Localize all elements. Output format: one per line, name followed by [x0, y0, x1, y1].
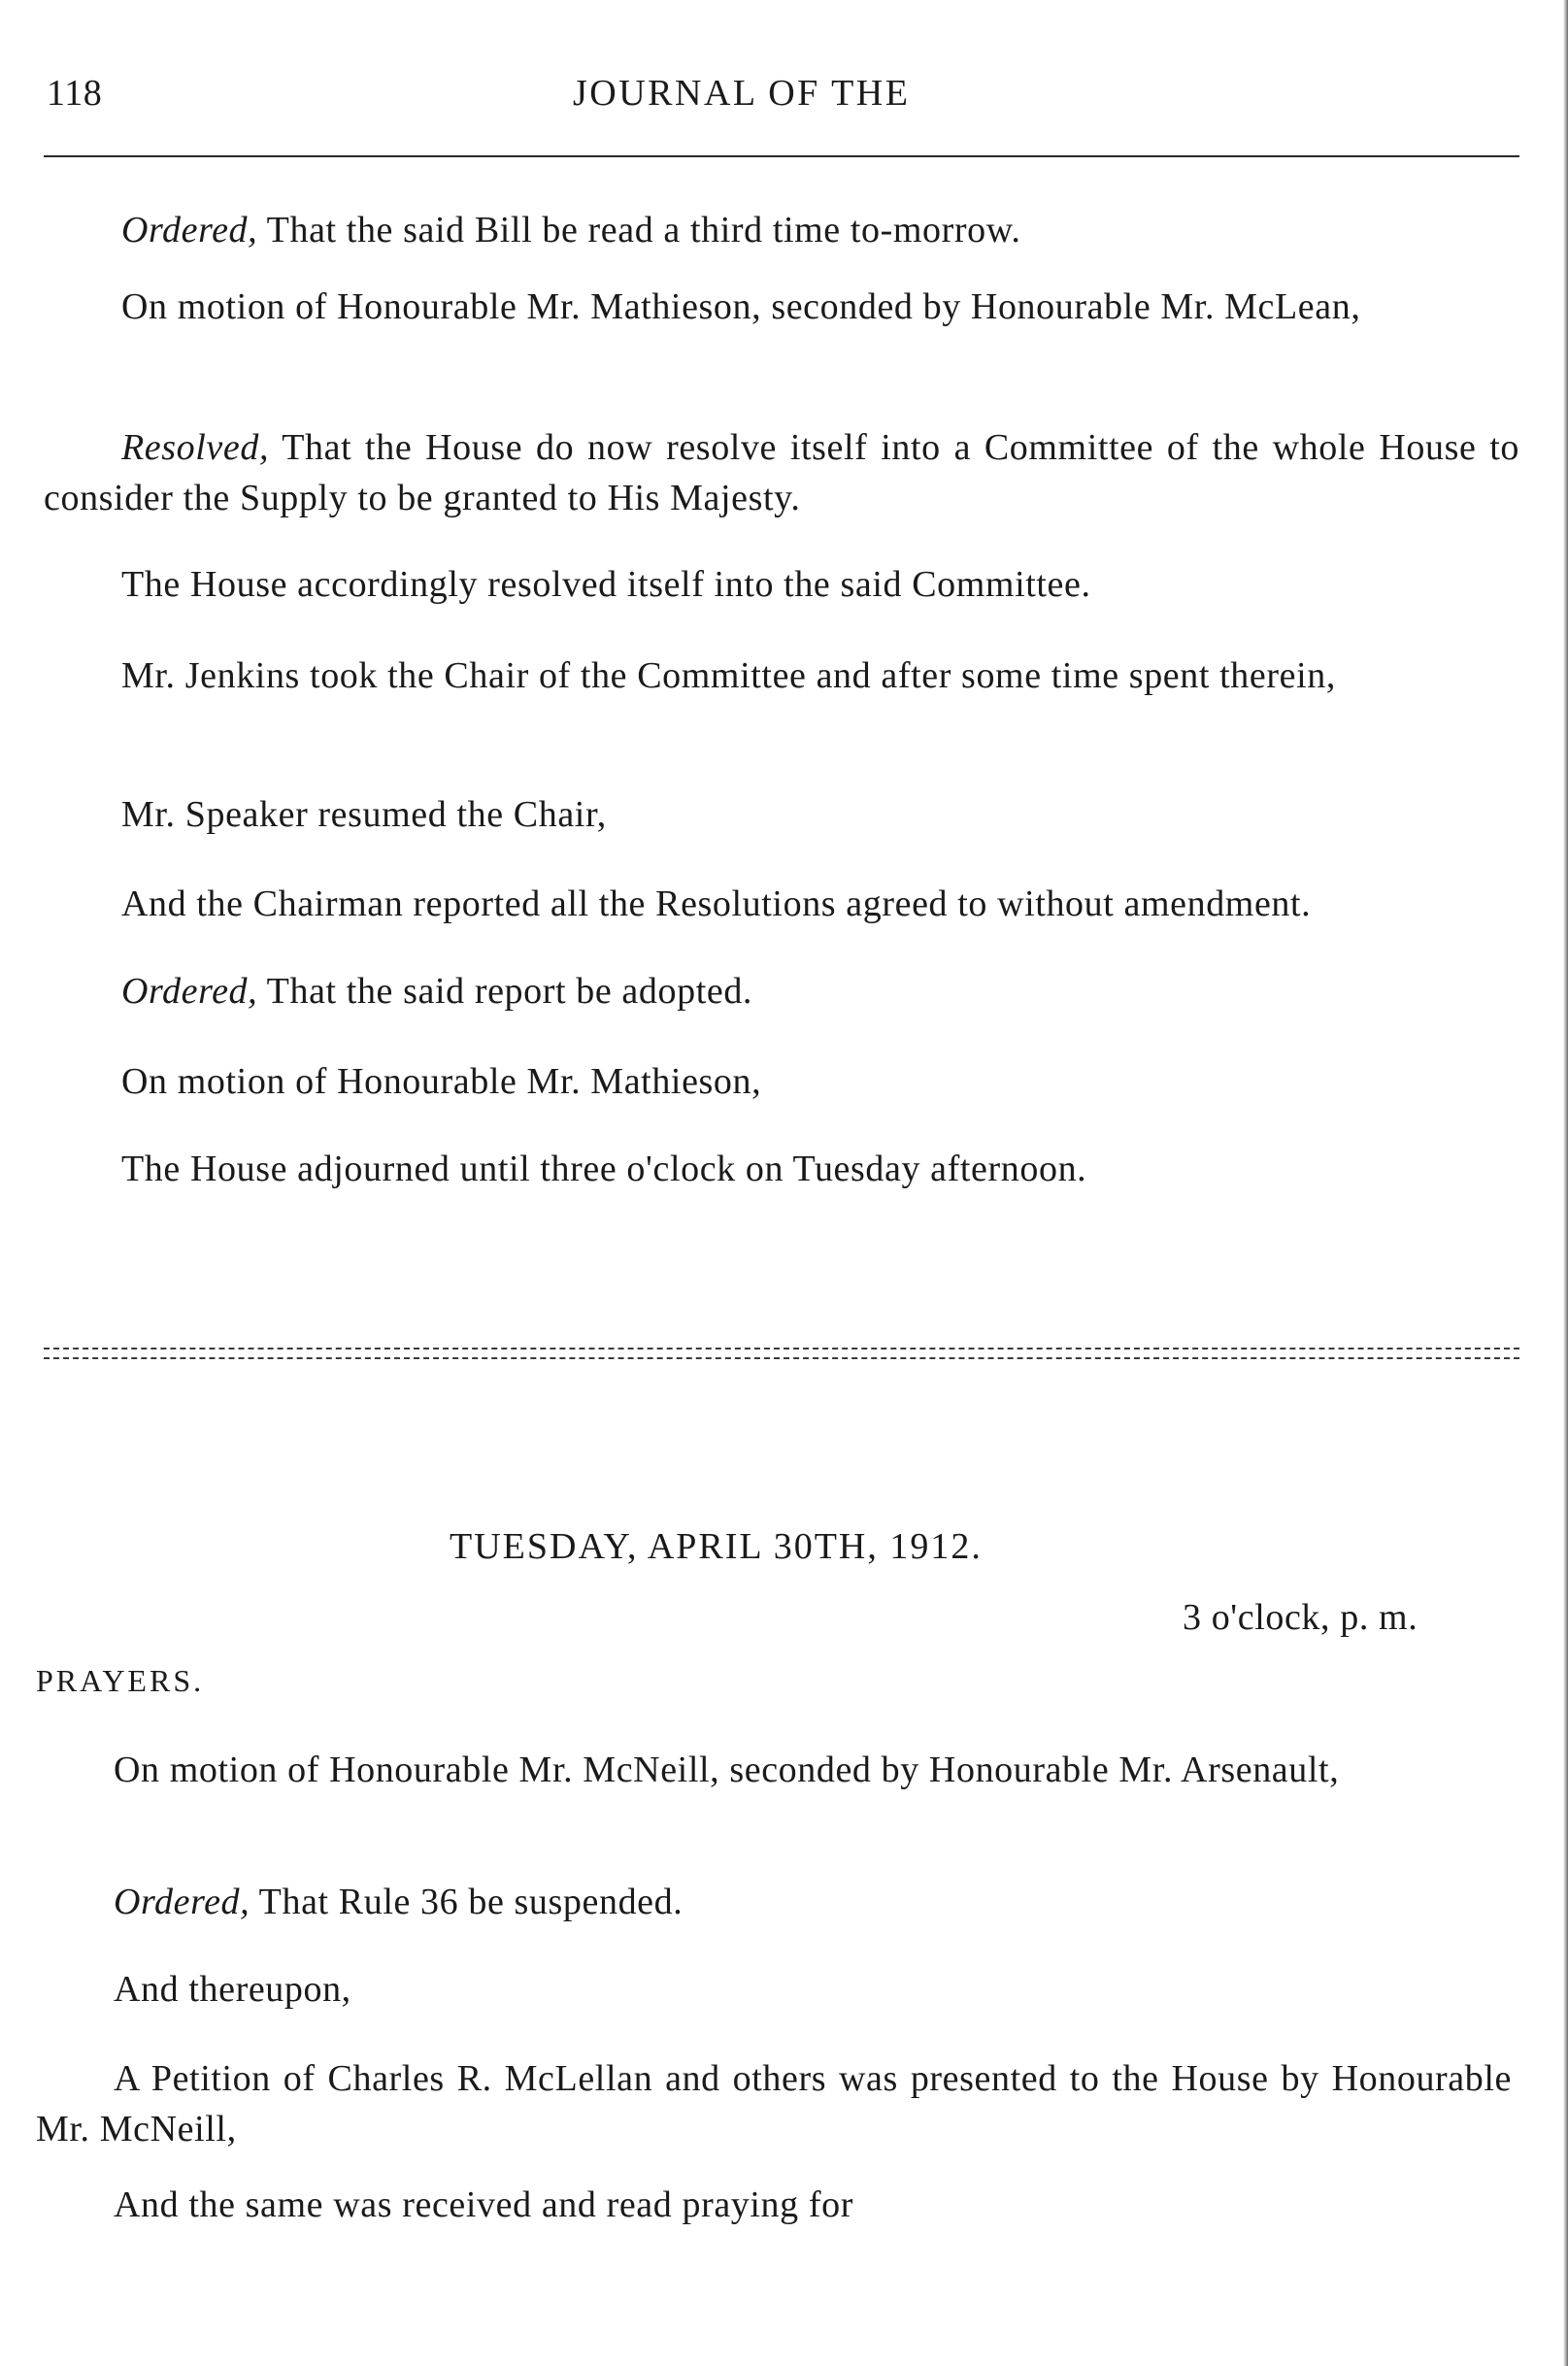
resolved-label: Resolved,	[121, 427, 270, 468]
jenkins-paragraph	[44, 650, 1519, 701]
page-edge-shadow	[1563, 0, 1568, 2366]
page-number: 118	[47, 73, 103, 114]
prayers-heading: PRAYERS.	[36, 1663, 205, 1698]
ordered-label: Ordered,	[121, 971, 258, 1012]
section-divider-bottom	[44, 1357, 1519, 1359]
ordered-text: That Rule 36 be suspended.	[258, 1882, 684, 1922]
section-divider-top	[44, 1348, 1519, 1350]
received-paragraph	[36, 2180, 1512, 2230]
ordered-label: Ordered,	[121, 210, 258, 250]
received-text: And the same was received and read praying for	[114, 2184, 853, 2225]
running-title: JOURNAL OF THE	[573, 73, 911, 114]
motion-text: On motion of Honourable Mr. McNeill, seconded by Honourable Mr. Arsenault,	[114, 1750, 1340, 1790]
motion-paragraph-3	[36, 1745, 1512, 1795]
ordered-paragraph-2	[44, 966, 1519, 1016]
chairman-paragraph	[44, 879, 1519, 929]
session-time: 3 o'clock, p. m.	[1183, 1597, 1418, 1638]
accordingly-paragraph	[44, 559, 1519, 610]
header-rule	[44, 155, 1519, 157]
ordered-text: That the said report be adopted.	[266, 971, 753, 1012]
session-date: TUESDAY, APRIL 30TH, 1912.	[450, 1526, 983, 1567]
motion-text: On motion of Honourable Mr. Mathieson, seconded by Honourable Mr. McLean,	[121, 286, 1361, 327]
resolved-paragraph	[44, 422, 1519, 523]
thereupon-paragraph	[36, 1964, 1512, 2015]
chairman-text: And the Chairman reported all the Resolutions agreed to without amendment.	[121, 883, 1312, 924]
resolved-text: That the House do now resolve itself into a Committee of the whole House to consider the Supply to be granted to His Majesty.	[44, 427, 1519, 518]
ordered-paragraph-3	[36, 1877, 1512, 1927]
speaker-paragraph	[44, 789, 1519, 840]
ordered-label: Ordered,	[114, 1882, 250, 1922]
motion-paragraph-2	[44, 1056, 1519, 1107]
adjourned-text: The House adjourned until three o'clock on Tuesday afternoon.	[121, 1149, 1087, 1189]
thereupon-text: And thereupon,	[114, 1969, 351, 2010]
motion-paragraph-1	[44, 282, 1519, 332]
jenkins-text: Mr. Jenkins took the Chair of the Committee and after some time spent therein,	[121, 655, 1336, 696]
petition-text: A Petition of Charles R. McLellan and others was presented to the House by Honourable Mr. McNeill,	[36, 2058, 1512, 2149]
ordered-text: That the said Bill be read a third time to-morrow.	[266, 210, 1021, 250]
adjourned-paragraph	[44, 1144, 1519, 1194]
speaker-text: Mr. Speaker resumed the Chair,	[121, 794, 607, 835]
ordered-paragraph-1	[44, 205, 1519, 255]
petition-paragraph	[36, 2053, 1512, 2154]
accordingly-text: The House accordingly resolved itself into the said Committee.	[121, 564, 1091, 605]
motion-text: On motion of Honourable Mr. Mathieson,	[121, 1061, 762, 1102]
